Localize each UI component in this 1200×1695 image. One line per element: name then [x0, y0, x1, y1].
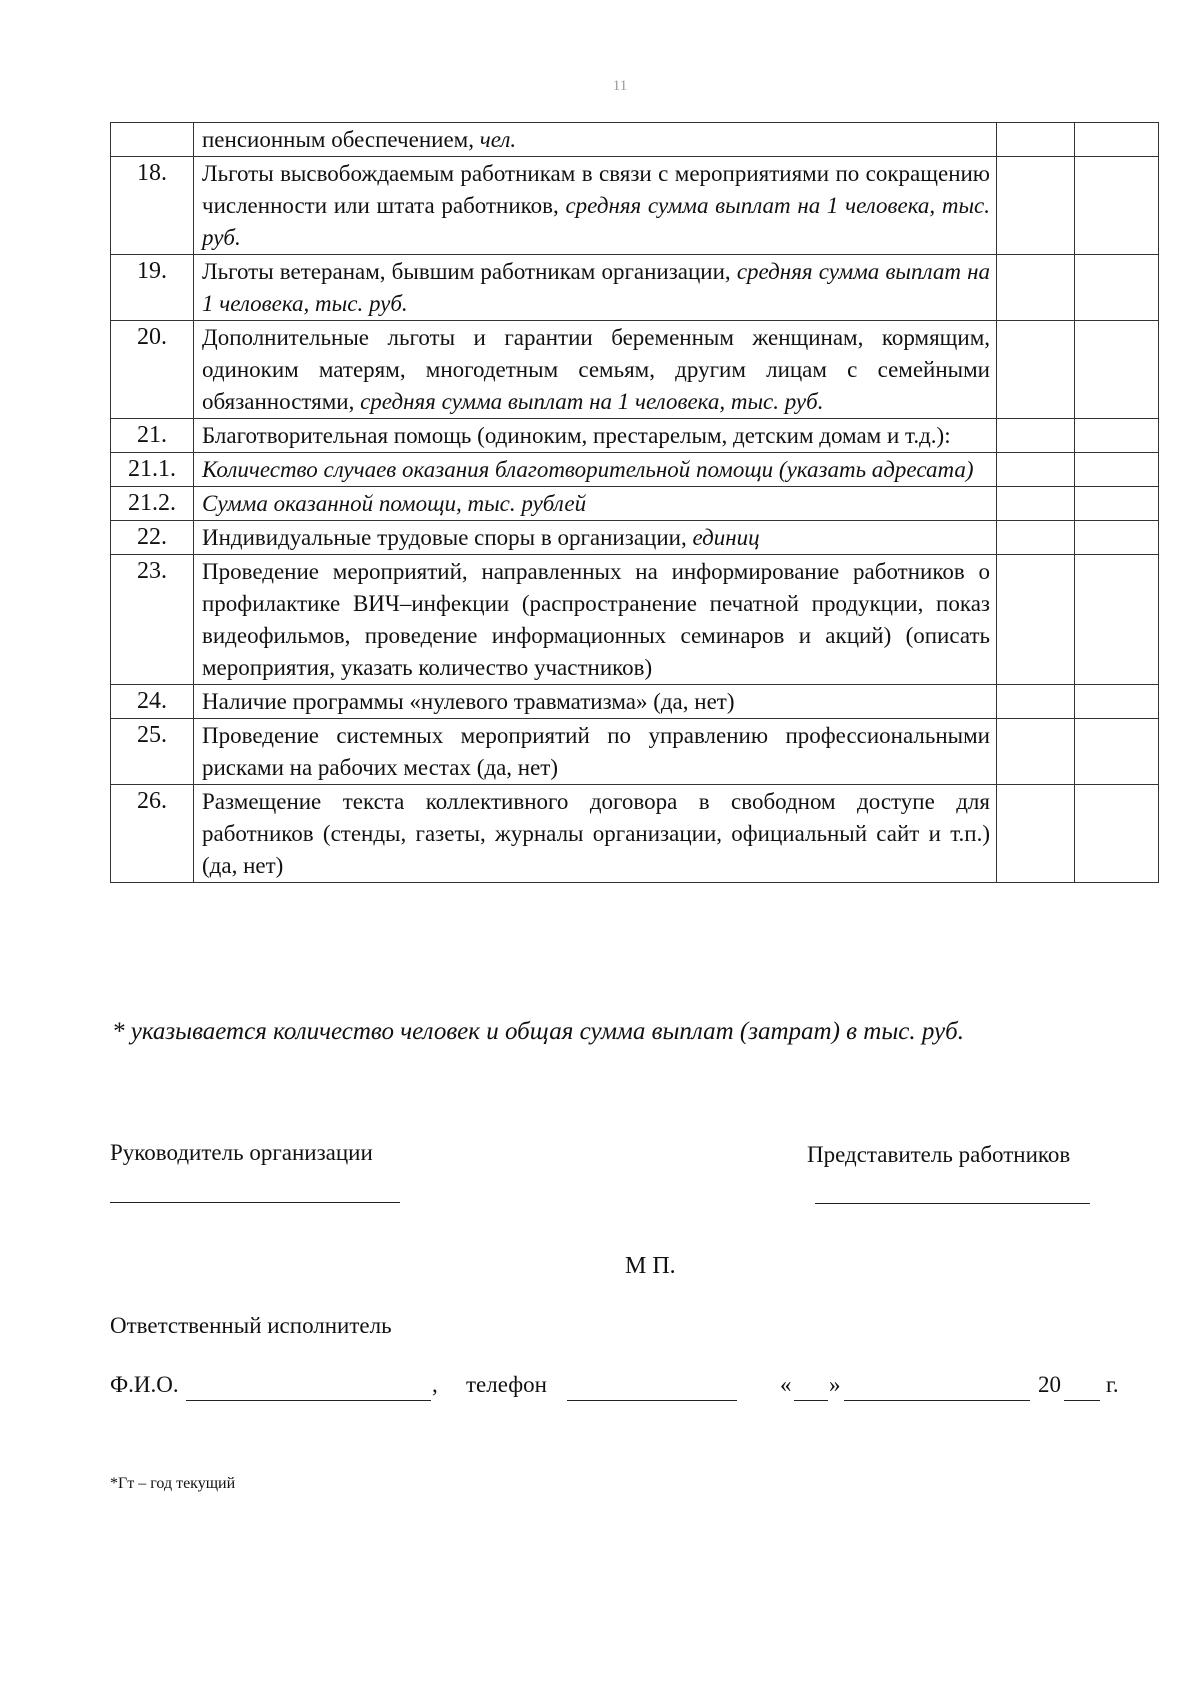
report-table	[110, 122, 1159, 883]
row-number: 21.2.	[111, 487, 194, 521]
phone-blank	[567, 1372, 737, 1401]
page-number: 11	[612, 78, 628, 94]
row-number: 21.	[111, 419, 194, 453]
row-number: 19.	[111, 255, 194, 321]
row-text-normal: Проведение системных мероприятий по управлению профессиональными рисками на рабочих местах (да, нет)	[202, 723, 990, 780]
table-row	[111, 453, 1159, 487]
row-description	[194, 321, 997, 419]
signature-left-label: Руководитель организации	[110, 1140, 373, 1165]
row-text-italic: средняя сумма выплат на 1 человека, тыс. руб.	[202, 259, 990, 316]
row-description	[194, 785, 997, 883]
value-cell-1[interactable]	[997, 321, 1075, 419]
table-row	[111, 555, 1159, 685]
year-blank	[1064, 1372, 1100, 1401]
table-row	[111, 157, 1159, 255]
year-footnote: *Гт – год текущий	[110, 1475, 236, 1492]
phone-label: телефон	[466, 1372, 547, 1397]
value-cell-1[interactable]	[997, 521, 1075, 555]
row-text-normal: Дополнительные льготы и гарантии беременным женщинам, кормящим, одиноким матерям, многодетным семьям, другим лицам с семейными обязанностями,	[202, 325, 990, 414]
value-cell-2[interactable]	[1075, 555, 1159, 685]
row-text-italic: чел.	[479, 127, 517, 152]
table-row	[111, 487, 1159, 521]
value-cell-2[interactable]	[1075, 157, 1159, 255]
row-text-normal: Льготы высвобождаемым работникам в связи с мероприятиями по сокращению численности или штата работников,	[202, 161, 990, 218]
row-number	[111, 123, 194, 157]
value-cell-2[interactable]	[1075, 521, 1159, 555]
row-description	[194, 453, 997, 487]
row-number: 24.	[111, 685, 194, 719]
row-text-italic: Сумма оказанной помощи, тыс. рублей	[202, 491, 587, 516]
table-row	[111, 255, 1159, 321]
value-cell-2[interactable]	[1075, 255, 1159, 321]
responsible-label: Ответственный исполнитель	[110, 1313, 392, 1338]
row-text-normal: Наличие программы «нулевого травматизма» (да, нет)	[202, 689, 735, 714]
year-prefix: 20	[1038, 1372, 1061, 1397]
row-description	[194, 685, 997, 719]
value-cell-1[interactable]	[997, 157, 1075, 255]
date-day-blank	[794, 1372, 828, 1401]
table-row	[111, 685, 1159, 719]
signature-right-line	[815, 1203, 1090, 1204]
value-cell-2[interactable]	[1075, 685, 1159, 719]
value-cell-2[interactable]	[1075, 487, 1159, 521]
row-number: 20.	[111, 321, 194, 419]
value-cell-2[interactable]	[1075, 123, 1159, 157]
value-cell-1[interactable]	[997, 719, 1075, 785]
date-month-blank	[844, 1372, 1030, 1401]
table-row	[111, 785, 1159, 883]
row-description	[194, 157, 997, 255]
signature-right-label: Представитель работников	[807, 1142, 1071, 1167]
row-text-normal: пенсионным обеспечением,	[202, 127, 480, 152]
row-description	[194, 719, 997, 785]
contact-fill-row	[110, 1372, 1170, 1412]
table-row	[111, 123, 1159, 157]
row-description	[194, 487, 997, 521]
row-text-normal: Размещение текста коллективного договора в свободном доступе для работников (стенды, газеты, журналы организации, официальный сайт и т.п.) (да, нет)	[202, 789, 990, 878]
row-description	[194, 123, 997, 157]
fio-blank	[186, 1372, 431, 1401]
table-row	[111, 719, 1159, 785]
report-table-body	[111, 123, 1159, 883]
value-cell-2[interactable]	[1075, 785, 1159, 883]
fio-comma: ,	[432, 1372, 438, 1397]
value-cell-1[interactable]	[997, 487, 1075, 521]
row-text-normal: Индивидуальные трудовые споры в организации,	[202, 525, 693, 550]
row-text-normal: Благотворительная помощь (одиноким, престарелым, детским домам и т.д.):	[202, 423, 951, 448]
value-cell-1[interactable]	[997, 123, 1075, 157]
row-text-italic: средняя сумма выплат на 1 человека, тыс. руб.	[360, 389, 824, 414]
row-text-normal: Проведение мероприятий, направленных на информирование работников о профилактике ВИЧ–инфекции (распространение печатной продукции, показ видеофильмов, проведение информационных семинаров и акций) (описать мероприятия, указать количество участников)	[202, 559, 990, 680]
row-number: 18.	[111, 157, 194, 255]
row-text-italic: единиц	[692, 525, 760, 550]
row-text-italic: средняя сумма выплат на 1 человека, тыс. руб.	[202, 193, 990, 250]
value-cell-1[interactable]	[997, 453, 1075, 487]
row-description	[194, 555, 997, 685]
date-quote-open: «	[780, 1372, 792, 1397]
year-suffix: г.	[1106, 1372, 1119, 1397]
fio-label: Ф.И.О.	[110, 1372, 179, 1397]
value-cell-2[interactable]	[1075, 453, 1159, 487]
value-cell-2[interactable]	[1075, 321, 1159, 419]
row-text-normal: Льготы ветеранам, бывшим работникам организации,	[202, 259, 737, 284]
row-number: 23.	[111, 555, 194, 685]
table-row	[111, 321, 1159, 419]
value-cell-1[interactable]	[997, 419, 1075, 453]
row-description	[194, 419, 997, 453]
row-description	[194, 521, 997, 555]
stamp-place: М П.	[625, 1253, 676, 1279]
value-cell-1[interactable]	[997, 785, 1075, 883]
row-number: 21.1.	[111, 453, 194, 487]
row-number: 22.	[111, 521, 194, 555]
signature-left-line	[110, 1202, 400, 1203]
row-number: 25.	[111, 719, 194, 785]
table-row	[111, 419, 1159, 453]
row-number: 26.	[111, 785, 194, 883]
date-quote-close: »	[829, 1372, 841, 1397]
value-cell-2[interactable]	[1075, 419, 1159, 453]
row-description	[194, 255, 997, 321]
value-cell-1[interactable]	[997, 685, 1075, 719]
table-row	[111, 521, 1159, 555]
value-cell-2[interactable]	[1075, 719, 1159, 785]
footnote-star: * указывается количество человек и общая сумма выплат (затрат) в тыс. руб.	[112, 1018, 964, 1045]
value-cell-1[interactable]	[997, 255, 1075, 321]
row-text-italic: Количество случаев оказания благотворительной помощи (указать адресата)	[202, 457, 974, 482]
value-cell-1[interactable]	[997, 555, 1075, 685]
